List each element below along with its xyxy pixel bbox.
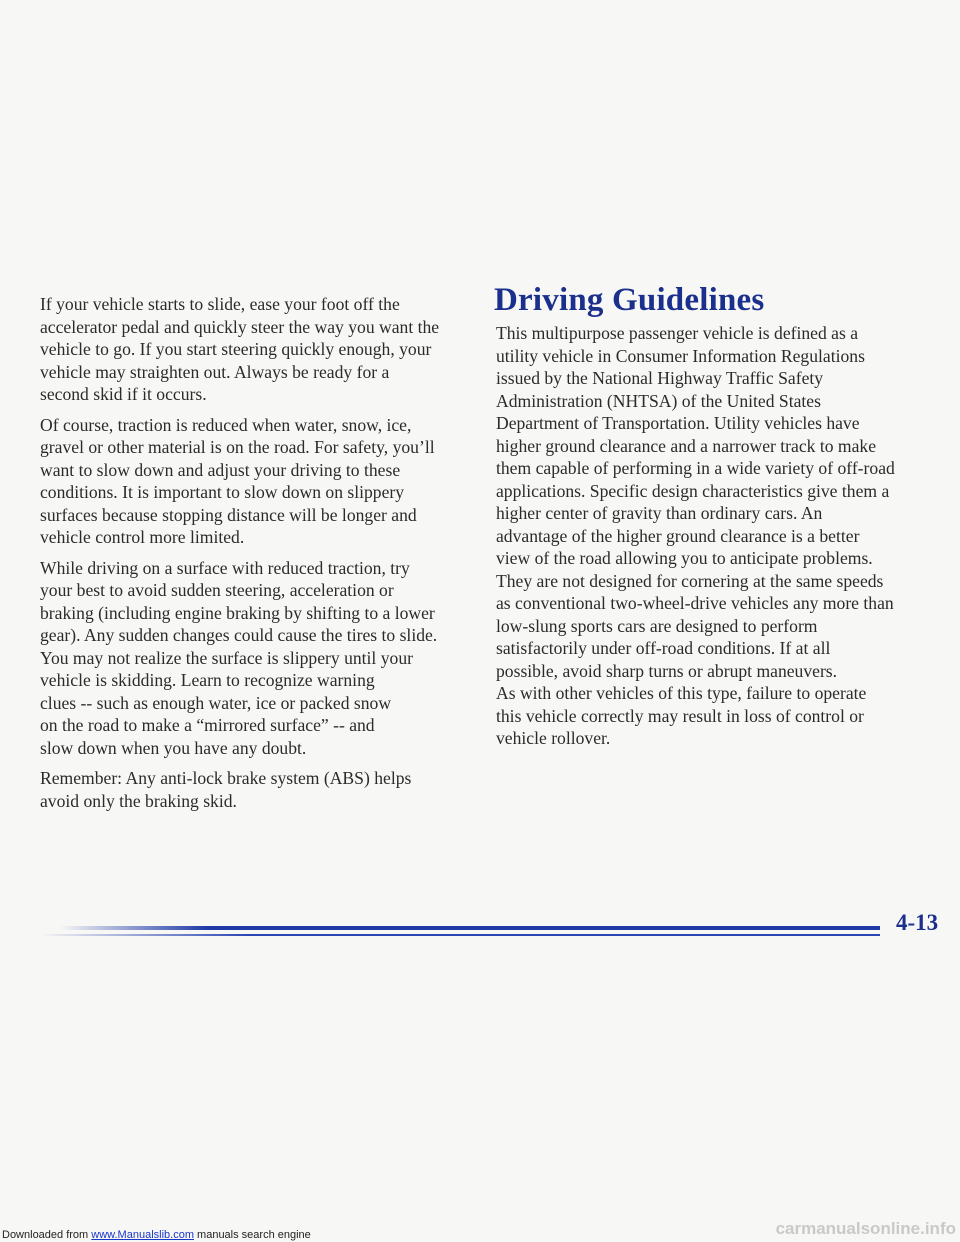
text-line: Department of Transportation. Utility vehicles have <box>496 413 860 433</box>
paragraph-guidelines <box>496 322 948 750</box>
text-line: avoid only the braking skid. <box>40 790 237 811</box>
text-line: higher center of gravity than ordinary cars. An <box>496 503 823 523</box>
text-line: advantage of the higher ground clearance is a better <box>496 525 860 546</box>
text-line: low-slung sports cars are designed to perform <box>496 615 818 636</box>
text-line: applications. Specific design characteristics give them a <box>496 480 890 501</box>
download-notice <box>2 1228 311 1242</box>
text-line: You may not realize the surface is slippery until your <box>40 647 413 668</box>
text-line: As with other vehicles of this type, failure to operate <box>496 683 867 703</box>
text-line: clues -- such as enough water, ice or packed snow <box>40 692 392 713</box>
footer-rule-thin <box>40 934 880 936</box>
download-prefix: Downloaded from <box>2 1229 92 1241</box>
text-line: issued by the National Highway Traffic Safety <box>496 368 824 388</box>
text-line: If your vehicle starts to slide, ease your foot off the <box>40 294 400 314</box>
text-line: on the road to make a “mirrored surface” -- and <box>40 715 375 735</box>
right-column <box>496 322 948 758</box>
paragraph-slide <box>40 293 490 406</box>
text-line: This multipurpose passenger vehicle is defined as a <box>496 323 859 343</box>
download-footer <box>0 1219 960 1242</box>
left-column <box>40 293 490 820</box>
text-line: vehicle may straighten out. Always be ready for a <box>40 361 390 382</box>
text-line: slow down when you have any doubt. <box>40 737 307 758</box>
text-line: vehicle to go. If you start steering quickly enough, your <box>40 339 432 359</box>
text-line: While driving on a surface with reduced traction, try <box>40 557 410 578</box>
manualslib-link[interactable]: www.Manualslib.com <box>91 1229 194 1241</box>
text-line: gear). Any sudden changes could cause the tires to slide. <box>40 625 438 645</box>
text-line: want to slow down and adjust your driving to these <box>40 459 401 480</box>
text-line: Administration (NHTSA) of the United States <box>496 390 821 411</box>
text-line: them capable of performing in a wide variety of off-road <box>496 458 895 478</box>
text-line: conditions. It is important to slow down on slippery <box>40 482 405 502</box>
text-line: Of course, traction is reduced when water, snow, ice, <box>40 414 412 435</box>
text-line: higher ground clearance and a narrower track to make <box>496 435 877 456</box>
text-line: as conventional two-wheel-drive vehicles any more than <box>496 593 894 613</box>
page-number: 4-13 <box>896 910 939 935</box>
text-line: vehicle is skidding. Learn to recognize warning <box>40 670 375 690</box>
text-line: utility vehicle in Consumer Information Regulations <box>496 345 865 366</box>
paragraph-traction <box>40 414 490 549</box>
paragraph-remember <box>40 767 490 812</box>
download-suffix: manuals search engine <box>193 1229 311 1241</box>
text-line: second skid if it occurs. <box>40 384 207 404</box>
text-line: Remember: Any anti-lock brake system (ABS) helps <box>40 768 412 788</box>
text-line: vehicle control more limited. <box>40 527 245 547</box>
text-line: braking (including engine braking by shifting to a lower <box>40 602 435 623</box>
section-heading: Driving Guidelines <box>494 282 765 318</box>
text-line: this vehicle correctly may result in loss of control or <box>496 705 864 726</box>
text-line: accelerator pedal and quickly steer the way you want the <box>40 316 440 337</box>
text-line: They are not designed for cornering at the same speeds <box>496 570 884 591</box>
text-line: your best to avoid sudden steering, acceleration or <box>40 580 394 600</box>
text-line: view of the road allowing you to anticipate problems. <box>496 548 873 568</box>
text-line: vehicle rollover. <box>496 728 611 748</box>
watermark: carmanualsonline.info <box>775 1219 956 1238</box>
text-line: gravel or other material is on the road. For safety, you’ll <box>40 437 435 457</box>
text-line: surfaces because stopping distance will be longer and <box>40 504 417 525</box>
footer-rule-thick <box>60 926 880 930</box>
text-line: satisfactorily under off-road conditions. If at all <box>496 638 831 658</box>
paragraph-reduced-traction <box>40 557 490 760</box>
text-line: possible, avoid sharp turns or abrupt maneuvers. <box>496 660 838 681</box>
